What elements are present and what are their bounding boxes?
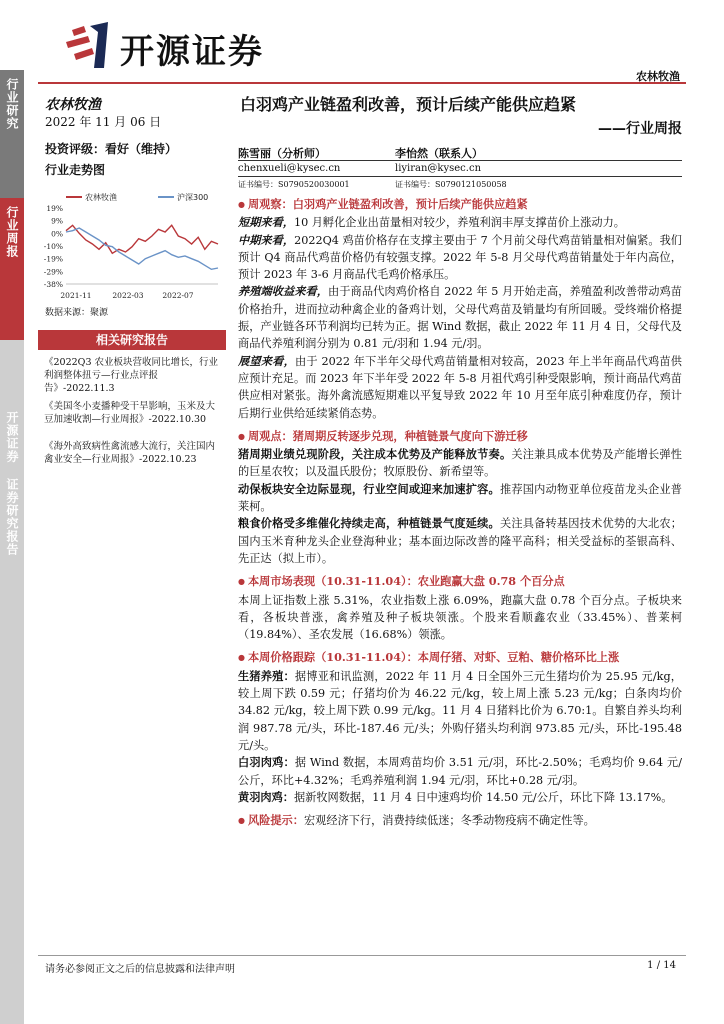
para-text: 2022Q4 鸡苗价格存在支撑主要由于 7 个月前父母代鸡苗销量相对偏紧。我们预计 Q4 商品代鸡苗价格仍有较强支撑。2022 年 5-8 月父母代鸡苗销量处于年内高位，预计 2023 年 3-6 月商品代毛鸡价格承压。 xyxy=(238,233,682,282)
x-tick-label: 2022-03 xyxy=(112,291,144,300)
sector-name: 农林牧渔 xyxy=(45,97,101,113)
author-email[interactable]: liyiran@kysec.cn xyxy=(395,163,482,174)
y-tick-label: 19% xyxy=(46,204,63,213)
legend-label: 沪深300 xyxy=(177,193,209,202)
logo-mark-icon xyxy=(64,22,110,68)
para-lead: 动保板块安全边际显现，行业空间或迎来加速扩容。 xyxy=(238,481,500,496)
chart-source: 数据来源：聚源 xyxy=(45,308,109,318)
header-divider xyxy=(38,82,686,84)
author-divider xyxy=(238,176,682,177)
para-text: 关注具备转基因技术优势的大北农；国内玉米育种龙头企业登海种业；基本面边际改善的隆平高科；相关受益标的荃银高科、先正达（拟上市）。 xyxy=(238,517,682,565)
para-text: 由于商品代肉鸡价格自 2022 年 5 月开始走高，养殖盈利改善带动鸡苗价格抬升，进而拉动种禽企业的备鸡计划，父母代鸡苗及销量均有所回暖。受终端价格提振，产业链各环节利润均已转为正。据 Wind 数据，截止 2022 年 11 月 4 日，父母代及商品代养殖利润分别为 0.81 元/羽和 1.94 元/羽。 xyxy=(238,285,682,351)
report-subtitle: ——行业周报 xyxy=(598,121,682,137)
para-text: 由于 2022 年下半年父母代鸡苗销量相对较高，2023 年上半年商品代鸡苗供应预计充足。而 2023 年下半年受 2022 年 5-8 月祖代鸡引种受限影响，预计商品代鸡苗供应相对紧张。海外禽流感短期难以平复导致 2022 年 10 月至年底引种难度仍存，预计后期行业供给延续紧俏态势。 xyxy=(238,354,682,420)
x-tick-label: 2021-11 xyxy=(60,291,92,300)
para-text: 推荐国内动物亚单位疫苗龙头企业普莱柯。 xyxy=(238,482,682,514)
section-heading: ● 风险提示： xyxy=(238,813,304,827)
para-lead: 养殖端收益来看， xyxy=(238,284,329,299)
section-heading: ● 本周市场表现（10.31-11.04）：农业跑赢大盘 0.78 个百分点 xyxy=(238,573,682,591)
logo-text: 开源证券 xyxy=(120,32,264,72)
trend-chart xyxy=(36,188,226,306)
report-body xyxy=(238,196,682,830)
author-email[interactable]: chenxueli@kysec.cn xyxy=(238,163,341,174)
para-lead: 黄羽肉鸡： xyxy=(238,789,294,804)
para-text: 关注兼具成本优势及产能增长弹性的巨星农牧；以及温氏股份；牧原股份、新希望等。 xyxy=(238,448,682,479)
investment-rating: 投资评级：看好（维持） xyxy=(45,142,178,156)
para-text: 据博亚和讯监测，2022 年 11 月 4 日全国外三元生猪均价为 25.95 元/kg，较上周下跌 0.59 元；仔猪均价为 46.22 元/kg，较上周上涨 5.23 元/kg；白条肉均价 34.82 元/kg，较上周下跌 0.99 元/kg。11 月 4 日猪料比价为 6.70:1。自繁自养头均利润 987.78 元/头，环比-187.46 元/头；外购仔猪头均利润 973.85 元/头，环比-195.48 元/头。 xyxy=(238,669,682,752)
para-text: 据 Wind 数据，本周鸡苗均价 3.51 元/羽，环比-2.50%；毛鸡均价 9.64 元/公斤，环比+4.32%；毛鸡养殖利润 1.94 元/羽，环比+0.28 元/羽。 xyxy=(238,756,682,787)
para-lead: 粮食价格受多维催化持续走高，种植链景气度延续。 xyxy=(238,516,500,531)
y-tick-label: -19% xyxy=(43,254,63,264)
related-reports-header: 相关研究报告 xyxy=(38,330,226,350)
related-report-item[interactable]: 《2022Q3 农业板块营收同比增长，行业利润整体扭亏—行业点评报告》-2022.11.3 xyxy=(44,357,219,394)
section-heading: ● 本周价格跟踪（10.31-11.04）：本周仔猪、对虾、豆粕、糖价格环比上涨 xyxy=(238,649,682,667)
report-title: 白羽鸡产业链盈利改善，预计后续产能供应趋紧 xyxy=(240,95,577,114)
report-date: 2022 年 11 月 06 日 xyxy=(45,115,162,129)
para-text: 据新牧网数据，11 月 4 日中速鸡均价 14.50 元/公斤，环比下降 13.17%。 xyxy=(293,790,673,804)
para-lead: 中期来看， xyxy=(238,232,295,247)
author-divider xyxy=(238,160,682,161)
section-heading: ● 周观察：白羽鸡产业链盈利改善，预计后续产能供应趋紧 xyxy=(238,196,682,214)
side-tab-brand: 开源证券 证券研究报告 xyxy=(0,340,24,1024)
para-text: 10 月孵化企业出苗量相对较少，养殖利润丰厚支撑苗价上涨动力。 xyxy=(293,216,625,230)
side-tab-industry-research: 行业研究 xyxy=(0,70,24,198)
para-lead: 猪周期业绩兑现阶段，关注成本优势及产能释放节奏。 xyxy=(238,447,512,462)
y-tick-label: -29% xyxy=(43,267,63,277)
para-lead: 短期来看， xyxy=(238,215,294,230)
author-name: 李怡然（联系人） xyxy=(395,147,483,160)
x-tick-label: 2022-07 xyxy=(162,291,194,300)
series-line-agriculture xyxy=(66,225,218,253)
para-lead: 生猪养殖： xyxy=(238,668,295,683)
trend-chart-title: 行业走势图 xyxy=(45,163,106,177)
para-text: 本周上证指数上涨 5.31%，农业指数上涨 6.09%，跑赢大盘 0.78 个百分点。子板块来看，各板块普涨，禽养殖及种子板块领涨。个股来看顺鑫农业（33.45%）、普莱柯（19.84%）、圣农发展（16.68%）领涨。 xyxy=(238,593,682,642)
para-lead: 白羽肉鸡： xyxy=(238,755,295,770)
footer-disclaimer: 请务必参阅正文之后的信息披露和法律声明 xyxy=(45,964,235,975)
footer-divider xyxy=(38,955,686,956)
para-lead: 展望来看， xyxy=(238,353,295,368)
author-cert: 证书编号：S0790121050058 xyxy=(395,180,507,189)
page-number: 1 / 14 xyxy=(647,960,676,971)
y-tick-label: -38% xyxy=(43,280,63,289)
y-tick-label: -10% xyxy=(43,242,63,251)
related-report-item[interactable]: 《海外高致病性禽流感大流行，关注国内禽业安全—行业周报》-2022.10.23 xyxy=(44,441,216,465)
section-heading: ● 周观点：猪周期反转逐步兑现，种植链景气度向下游迁移 xyxy=(238,428,682,446)
header-sector-tag: 农林牧渔 xyxy=(636,70,680,83)
related-report-item[interactable]: 《美国冬小麦播种受干旱影响，玉米及大豆加速收割—行业周报》-2022.10.30 xyxy=(44,401,216,425)
y-tick-label: 0% xyxy=(51,229,63,239)
y-tick-label: 9% xyxy=(51,216,63,226)
series-line-hs300 xyxy=(66,228,218,269)
author-name: 陈雪丽（分析师） xyxy=(238,147,326,160)
para-text: 宏观经济下行，消费持续低迷；冬季动物疫病不确定性等。 xyxy=(303,814,595,828)
side-tab-weekly: 行业周报 xyxy=(0,198,24,340)
legend-label: 农林牧渔 xyxy=(85,193,117,202)
author-cert: 证书编号：S0790520030001 xyxy=(238,180,350,189)
